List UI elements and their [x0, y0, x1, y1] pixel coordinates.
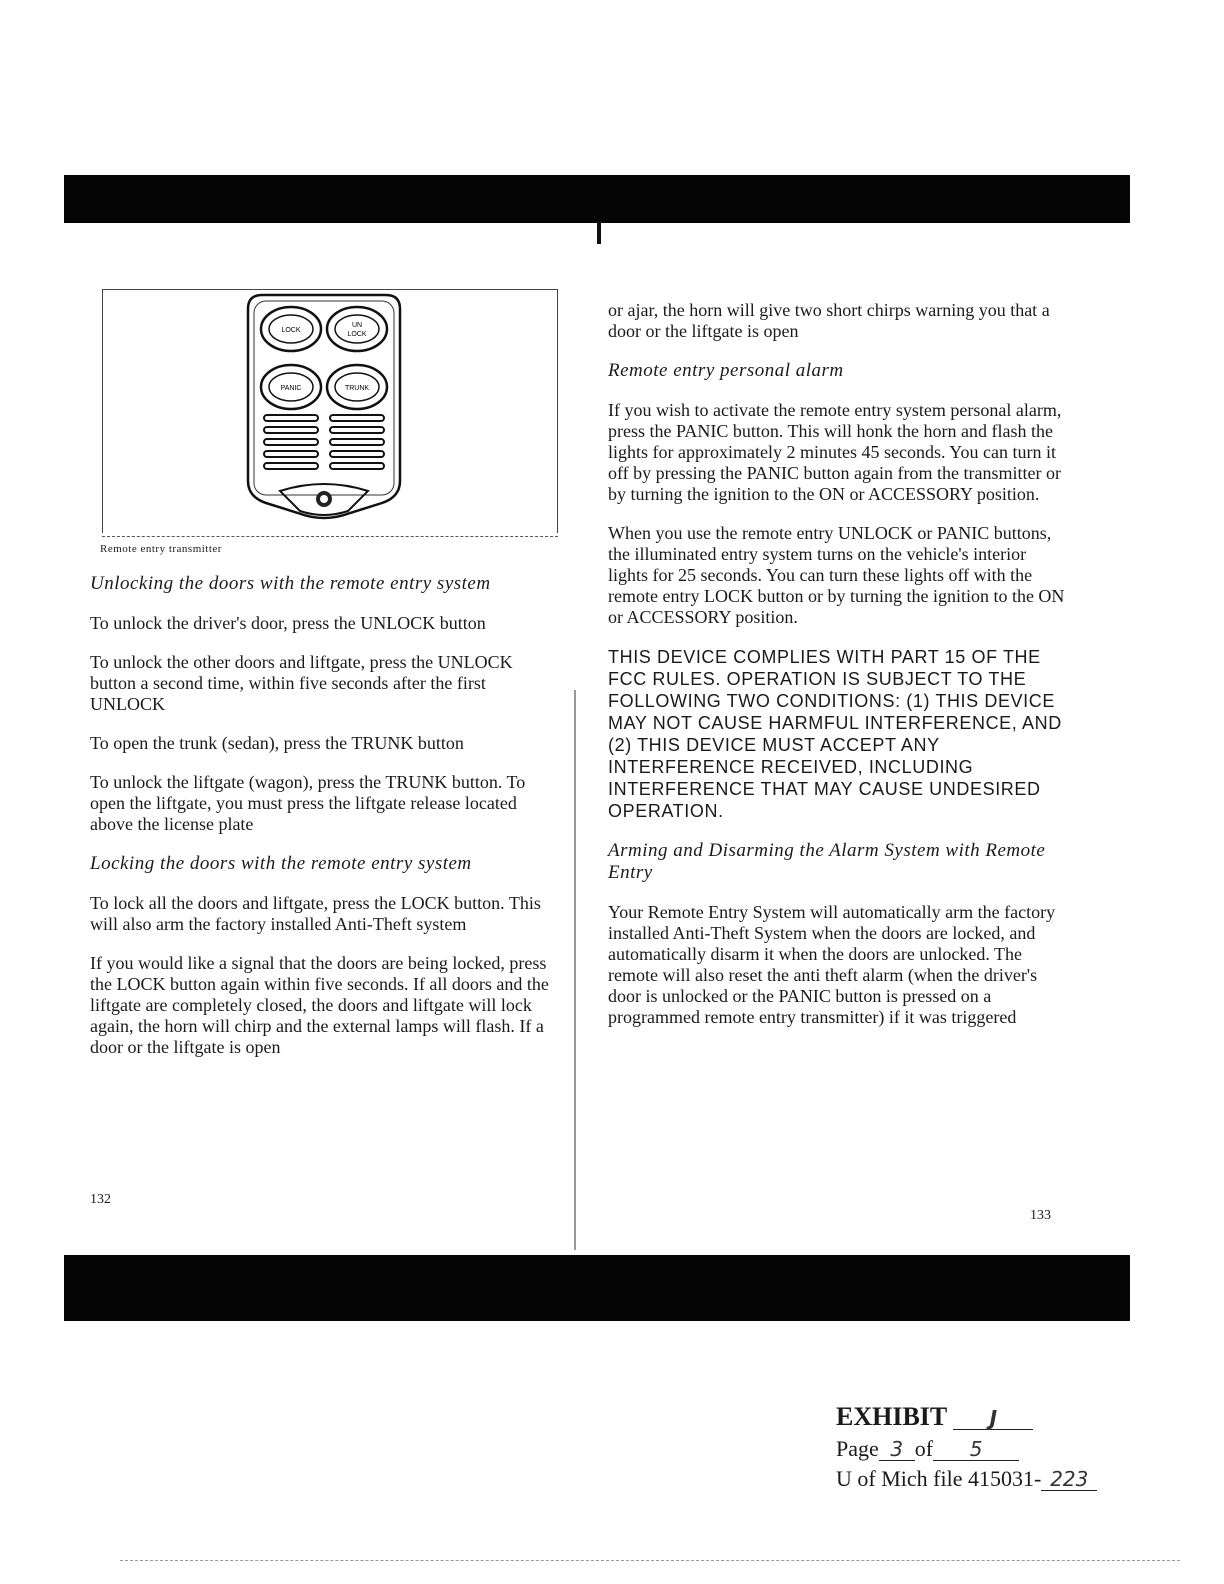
- paragraph: If you wish to activate the remote entry system personal alarm, press the PANIC button. This will honk the horn and flash the lights for approximately 2 minutes 45 seconds. You can turn it off by pressing the PANIC button again from the transmitter or by turning the ignition to the ON or ACCESSORY position.: [608, 400, 1062, 504]
- exhibit-label: EXHIBIT: [836, 1402, 947, 1431]
- page-fold-line: [574, 690, 576, 1250]
- paragraph: or ajar, the horn will give two short chirps warning you that a door or the liftgate is open: [608, 300, 1050, 341]
- paragraph: To open the trunk (sedan), press the TRUNK button: [90, 733, 464, 753]
- figure-caption: Remote entry transmitter: [100, 543, 222, 555]
- left-page: [90, 285, 550, 1076]
- remote-entry-transmitter-icon: [244, 291, 404, 527]
- exhibit-stamp: [836, 1400, 1116, 1494]
- unlock-button-label-bottom: LOCK: [347, 331, 367, 338]
- spine-mark: [597, 222, 601, 244]
- exhibit-page: 3: [879, 1438, 915, 1461]
- paragraph: If you would like a signal that the doors are being locked, press the LOCK button again within five seconds. If all doors and the liftgate are completely closed, the doors and liftgate will lock again, the horn will chirp and the external lamps will flash. If a door or the liftgate is open: [90, 953, 549, 1057]
- paragraph: When you use the remote entry UNLOCK or PANIC buttons, the illuminated entry system turns on the vehicle's interior lights for 25 seconds. You can turn these lights off with the remote entry LOCK button or by turning the ignition to the ON or ACCESSORY position.: [608, 523, 1065, 627]
- paragraph: To unlock the liftgate (wagon), press the TRUNK button. To open the liftgate, you must press the liftgate release located above the license plate: [90, 772, 526, 834]
- unlock-button-label-top: UN: [351, 322, 363, 329]
- file-suffix: 223: [1041, 1468, 1097, 1491]
- heading-personal-alarm: Remote entry personal alarm: [608, 360, 844, 381]
- right-page: [608, 300, 1068, 1046]
- scan-artifact-line: [120, 1560, 1180, 1561]
- file-label: U of Mich file 415031-: [836, 1466, 1042, 1491]
- paragraph: Your Remote Entry System will automatically arm the factory installed Anti-Theft System when the doors are locked, and automatically disarm it when the doors are unlocked. The remote will also reset the anti theft alarm (when the driver's door is unlocked or the PANIC button is pressed on a programmed remote entry transmitter) if it was triggered: [608, 902, 1056, 1027]
- fcc-notice: THIS DEVICE COMPLIES WITH PART 15 OF THE FCC RULES. OPERATION IS SUBJECT TO THE FOLLOWING TWO CONDITIONS: (1) THIS DEVICE MAY NOT CAUSE HARMFUL INTERFERENCE, AND (2) THIS DEVICE MUST ACCEPT ANY INTERFERENCE RECEIVED, INCLUDING INTERFERENCE THAT MAY CAUSE UNDESIRED OPERATION.: [608, 647, 1062, 821]
- heading-unlocking: Unlocking the doors with the remote entry system: [90, 573, 491, 594]
- heading-locking: Locking the doors with the remote entry system: [90, 853, 472, 874]
- of-label: of: [914, 1436, 934, 1461]
- bottom-black-band: [64, 1255, 1130, 1321]
- heading-arming: Arming and Disarming the Alarm System with Remote Entry: [608, 840, 1046, 883]
- exhibit-letter: J: [953, 1407, 1033, 1430]
- page-number-left: 132: [90, 1192, 111, 1207]
- page-number-right: 133: [1030, 1208, 1051, 1223]
- paragraph: To unlock the other doors and liftgate, press the UNLOCK button a second time, within five seconds after the first UNLOCK: [90, 652, 513, 714]
- lock-button-label: LOCK: [281, 327, 301, 334]
- trunk-button-label: TRUNK: [344, 385, 370, 392]
- top-black-band: [64, 175, 1130, 223]
- exhibit-of: 5: [933, 1438, 1019, 1461]
- panic-button-label: PANIC: [280, 385, 302, 392]
- transmitter-figure: [102, 285, 558, 537]
- page-label: Page: [836, 1436, 879, 1461]
- paragraph: To lock all the doors and liftgate, press the LOCK button. This will also arm the factory installed Anti-Theft system: [90, 893, 541, 934]
- paragraph: To unlock the driver's door, press the UNLOCK button: [90, 613, 486, 633]
